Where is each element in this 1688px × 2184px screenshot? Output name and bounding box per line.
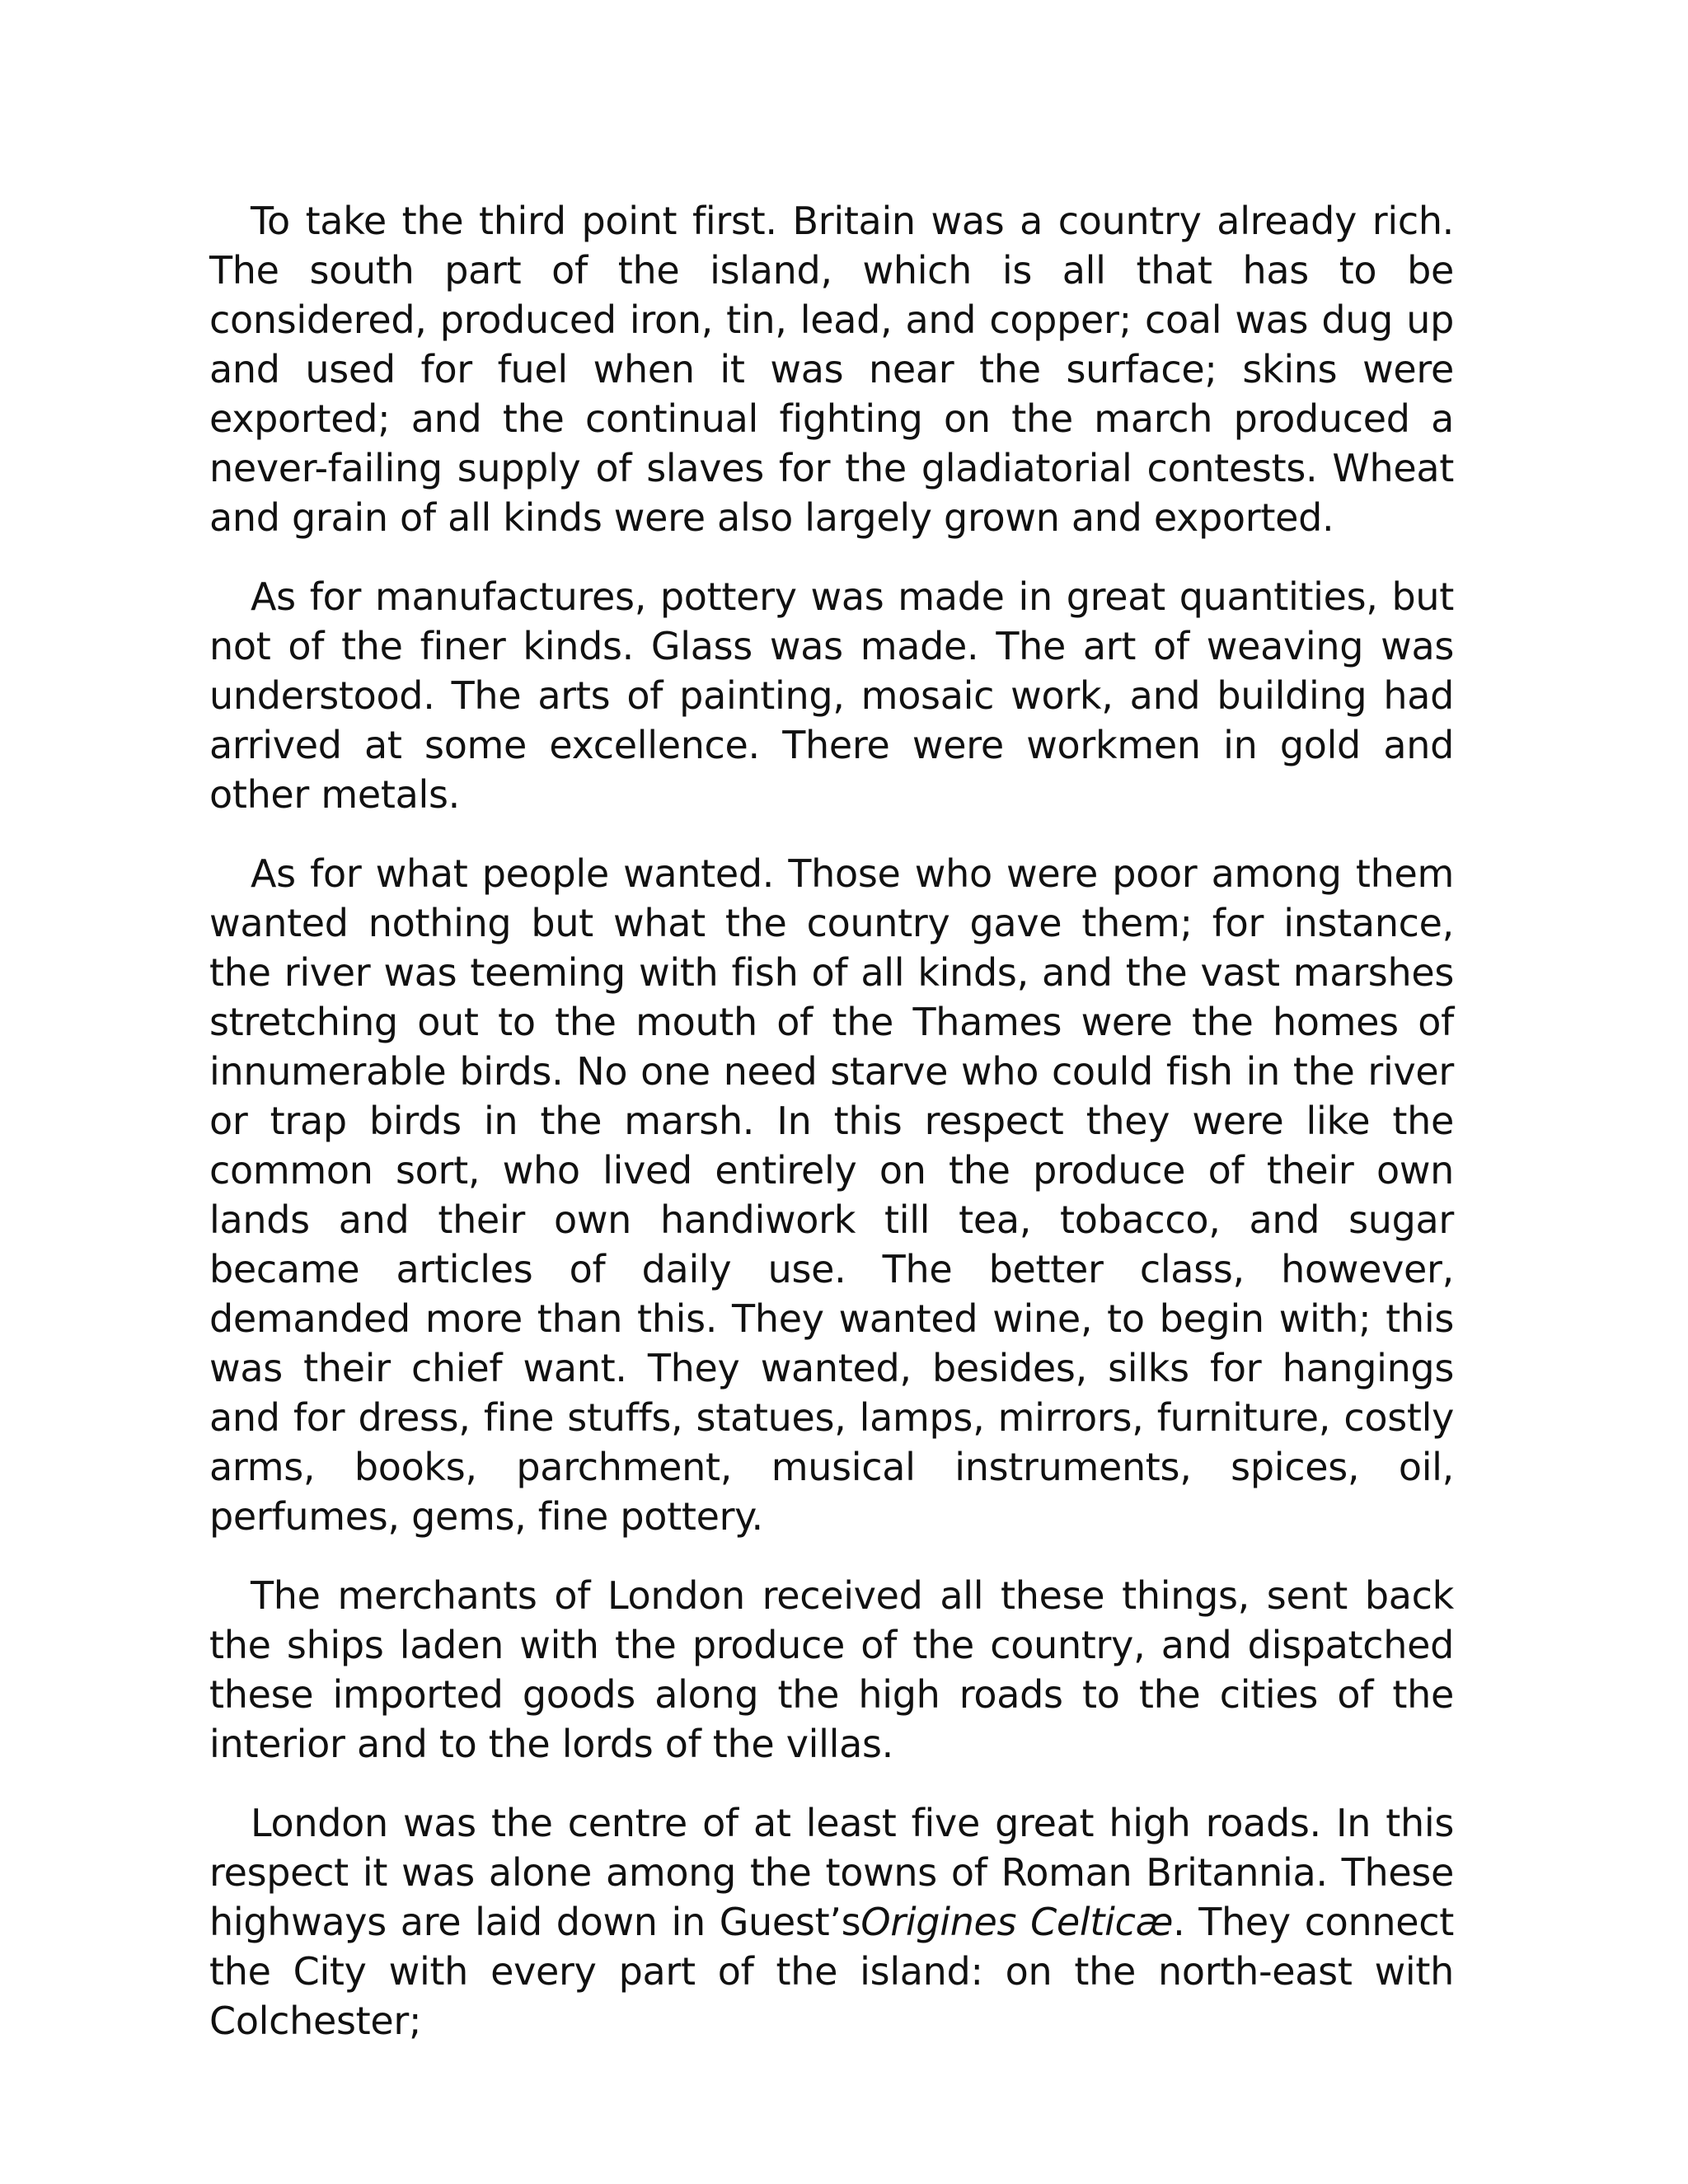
book-title-italic: Origines Celticæ (860, 1900, 1174, 1944)
paragraph-2: As for manufactures, pottery was made in great quantities, but not of the finer kinds. Glass was made. The art of weaving was understood. The arts of painting, mosaic work, and building had arrived at some excellence. There were workmen in gold and other metals. (209, 574, 1454, 817)
paragraph-1: To take the third point first. Britain was a country already rich. The south part of the island, which is all that has to be considered, produced iron, tin, lead, and copper; coal was dug up and used for fuel when it was near the surface; skins were exported; and the continual fighting on the march produced a never-failing supply of slaves for the gladiatorial contests. Wheat and grain of all kinds were also largely grown and exported. (209, 199, 1454, 540)
paragraph-5-text-before: London was the centre of at least five great high roads. In this respect it was alone among the towns of Roman Britannia. These highways are laid down in Guest’s (209, 1801, 1454, 1944)
paragraph-5 (209, 1798, 1454, 2046)
paragraph-3: As for what people wanted. Those who were poor among them wanted nothing but what the country gave them; for instance, the river was teeming with fish of all kinds, and the vast marshes stretching out to the mouth of the Thames were the homes of innumerable birds. No one need starve who could fish in the river or trap birds in the marsh. In this respect they were like the common sort, who lived entirely on the produce of their own lands and their own handiwork till tea, tobacco, and sugar became articles of daily use. The better class, however, demanded more than this. They wanted wine, to begin with; this was their chief want. They wanted, besides, silks for hangings and for dress, fine stuffs, statues, lamps, mirrors, furniture, costly arms, books, parchment, musical instruments, spices, oil, perfumes, gems, fine pottery. (209, 851, 1454, 1539)
paragraph-4: The merchants of London received all these things, sent back the ships laden with the produce of the country, and dispatched these imported goods along the high roads to the cities of the interior and to the lords of the villas. (209, 1573, 1454, 1766)
paragraph-5-text-after: . They connect the City with every part of the island: on the north-east with Colchester; (209, 1900, 1454, 2043)
document-page (209, 196, 1454, 2046)
